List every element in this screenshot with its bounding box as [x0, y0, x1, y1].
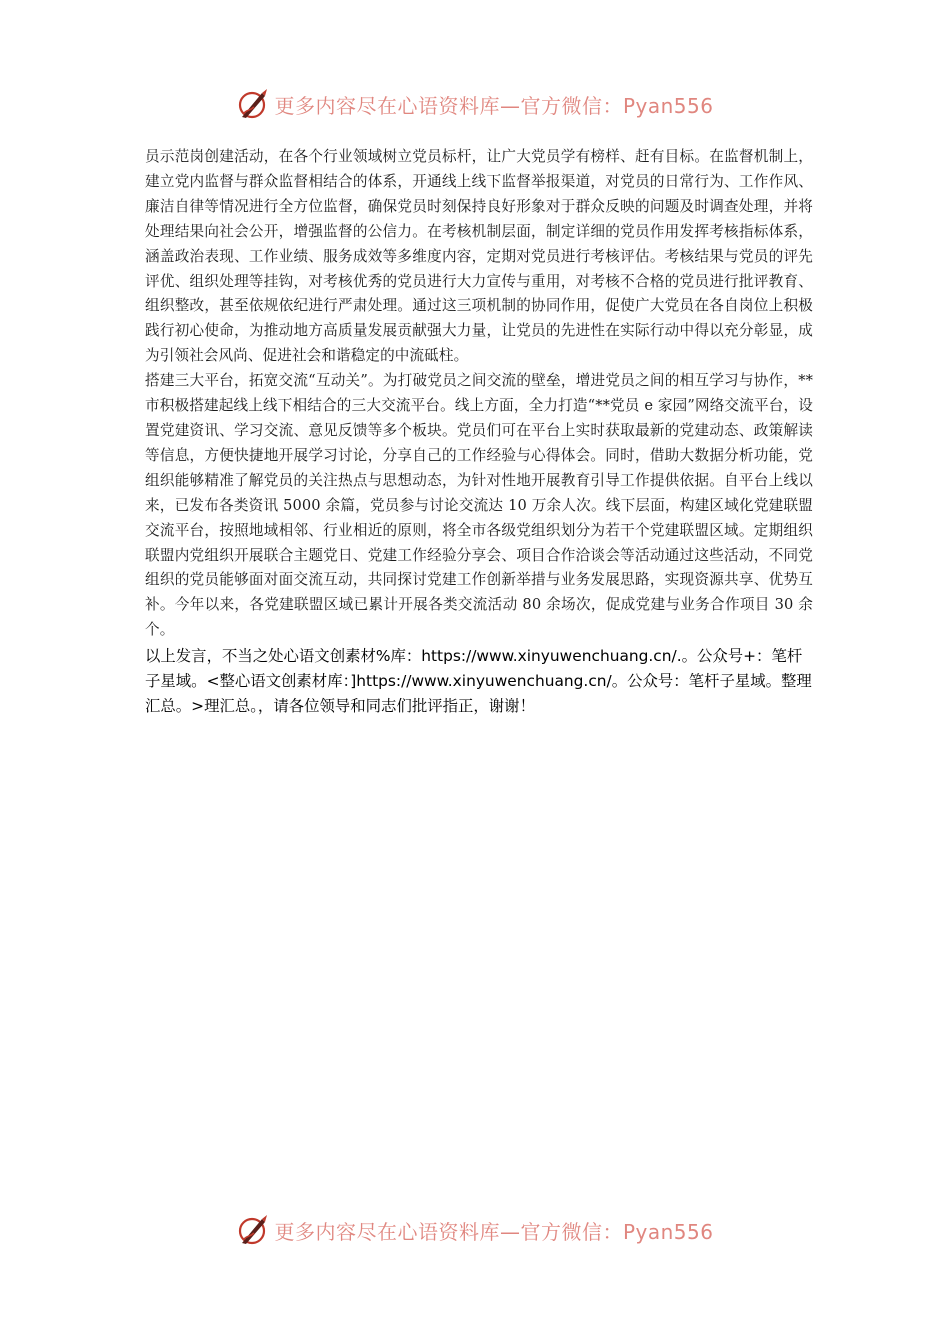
closing-remarks: 以上发言，不当之处心语文创素材%库：https://www.xinyuwenchuang.cn/.。公众号+：笔杆子星域。<整心语文创素材库：]https://www.xinyuwenchuang.cn/。公众号：笔杆子星域。整理汇总。>理汇总。，请各位领导和同志们批评指正，谢谢！ [145, 647, 812, 715]
body-paragraph-2: 搭建三大平台，拓宽交流“互动关”。为打破党员之间交流的壁垒，增进党员之间的相互学习与协作，**市积极搭建起线上线下相结合的三大交流平台。线上方面，全力打造“**党员 e 家园”网络交流平台，设置党建资讯、学习交流、意见反馈等多个板块。党员们可在平台上实时获取最新的党建动态、政策解读等信息，方便快捷地开展学习讨论，分享自己的工作经验与心得体会。同时，借助大数据分析功能，党组织能够精准了解党员的关注热点与思想动态，为针对性地开展教育引导工作提供依据。自平台上线以来，已发布各类资讯 5000 余篇，党员参与讨论交流达 10 万余人次。线下层面，构建区域化党建联盟交流平台，按照地域相邻、行业相近的原则，将全市各级党组织划分为若干个党建联盟区域。定期组织联盟内党组织开展联合主题党日、党建工作经验分享会、项目合作洽谈会等活动通过这些活动，不同党组织的党员能够面对面交流互动，共同探讨党建工作创新举措与业务发展思路，实现资源共享、优势互补。今年以来，各党建联盟区域已累计开展各类交流活动 80 余场次，促成党建与业务合作项目 30 余个。 [145, 372, 813, 639]
header-banner-text: 更多内容尽在心语资料库—官方微信：Pyan556 [274, 93, 714, 118]
document-body [145, 145, 813, 719]
footer-banner [0, 1208, 950, 1252]
header-banner [0, 82, 950, 126]
footer-banner-text: 更多内容尽在心语资料库—官方微信：Pyan556 [274, 1219, 714, 1244]
quill-pen-icon [236, 87, 270, 121]
quill-pen-icon [236, 1213, 270, 1247]
body-paragraph-1: 员示范岗创建活动，在各个行业领域树立党员标杆，让广大党员学有榜样、赶有目标。在监督机制上，建立党内监督与群众监督相结合的体系，开通线上线下监督举报渠道，对党员的日常行为、工作作风、廉洁自律等情况进行全方位监督，确保党员时刻保持良好形象对于群众反映的问题及时调查处理，并将处理结果向社会公开，增强监督的公信力。在考核机制层面，制定详细的党员作用发挥考核指标体系，涵盖政治表现、工作业绩、服务成效等多维度内容，定期对党员进行考核评估。考核结果与党员的评先评优、组织处理等挂钩，对考核优秀的党员进行大力宣传与重用，对考核不合格的党员进行批评教育、组织整改，甚至依规依纪进行严肃处理。通过这三项机制的协同作用，促使广大党员在各自岗位上积极践行初心使命，为推动地方高质量发展贡献强大力量，让党员的先进性在实际行动中得以充分彰显，成为引领社会风尚、促进社会和谐稳定的中流砥柱。 [145, 148, 813, 365]
